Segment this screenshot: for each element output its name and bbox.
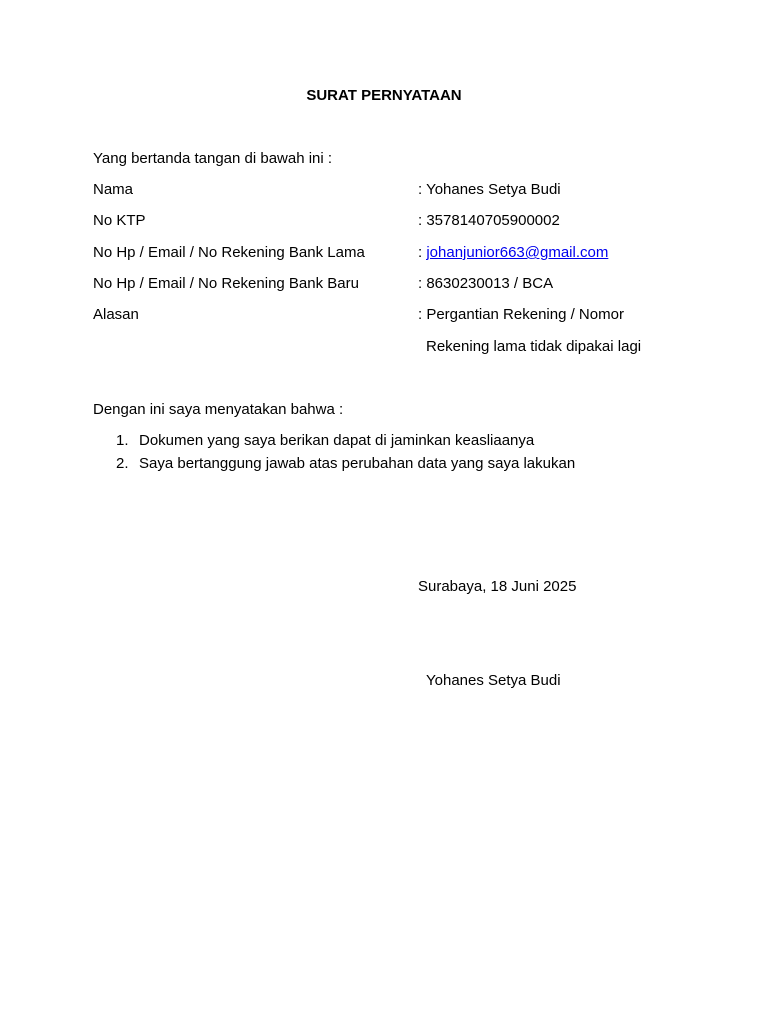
field-value-reason: : Pergantian Rekening / Nomor: [418, 306, 624, 323]
field-label-old-account: No Hp / Email / No Rekening Bank Lama: [93, 244, 365, 261]
field-value-ktp: : 3578140705900002: [418, 212, 560, 229]
field-value-new-account: : 8630230013 / BCA: [418, 275, 554, 292]
list-item-text: Saya bertanggung jawab atas perubahan data yang saya lakukan: [139, 455, 576, 472]
email-link[interactable]: johanjunior663@gmail.com: [426, 244, 609, 261]
field-label-nama: Nama: [93, 181, 134, 198]
field-value-prefix: :: [418, 244, 427, 261]
field-value-nama: : Yohanes Setya Budi: [418, 181, 561, 198]
intro-text: Yang bertanda tangan di bawah ini :: [93, 150, 333, 167]
field-label-new-account: No Hp / Email / No Rekening Bank Baru: [93, 275, 359, 292]
field-value-old-account: [418, 244, 608, 262]
list-item-text: Dokumen yang saya berikan dapat di jaminkan keasliaanya: [139, 432, 535, 449]
document-title: SURAT PERNYATAAN: [306, 87, 462, 104]
field-label-reason: Alasan: [93, 306, 139, 323]
field-label-ktp: No KTP: [93, 212, 146, 229]
field-value-reason-continued: Rekening lama tidak dipakai lagi: [426, 338, 642, 355]
list-item: [116, 455, 575, 474]
list-item-number: 2.: [116, 455, 129, 472]
statement-intro: Dengan ini saya menyatakan bahwa :: [93, 401, 344, 418]
signer-name: Yohanes Setya Budi: [426, 672, 561, 689]
list-item-number: 1.: [116, 432, 129, 449]
list-item: [116, 432, 575, 451]
statement-list: [116, 432, 575, 474]
place-date: Surabaya, 18 Juni 2025: [418, 578, 577, 595]
